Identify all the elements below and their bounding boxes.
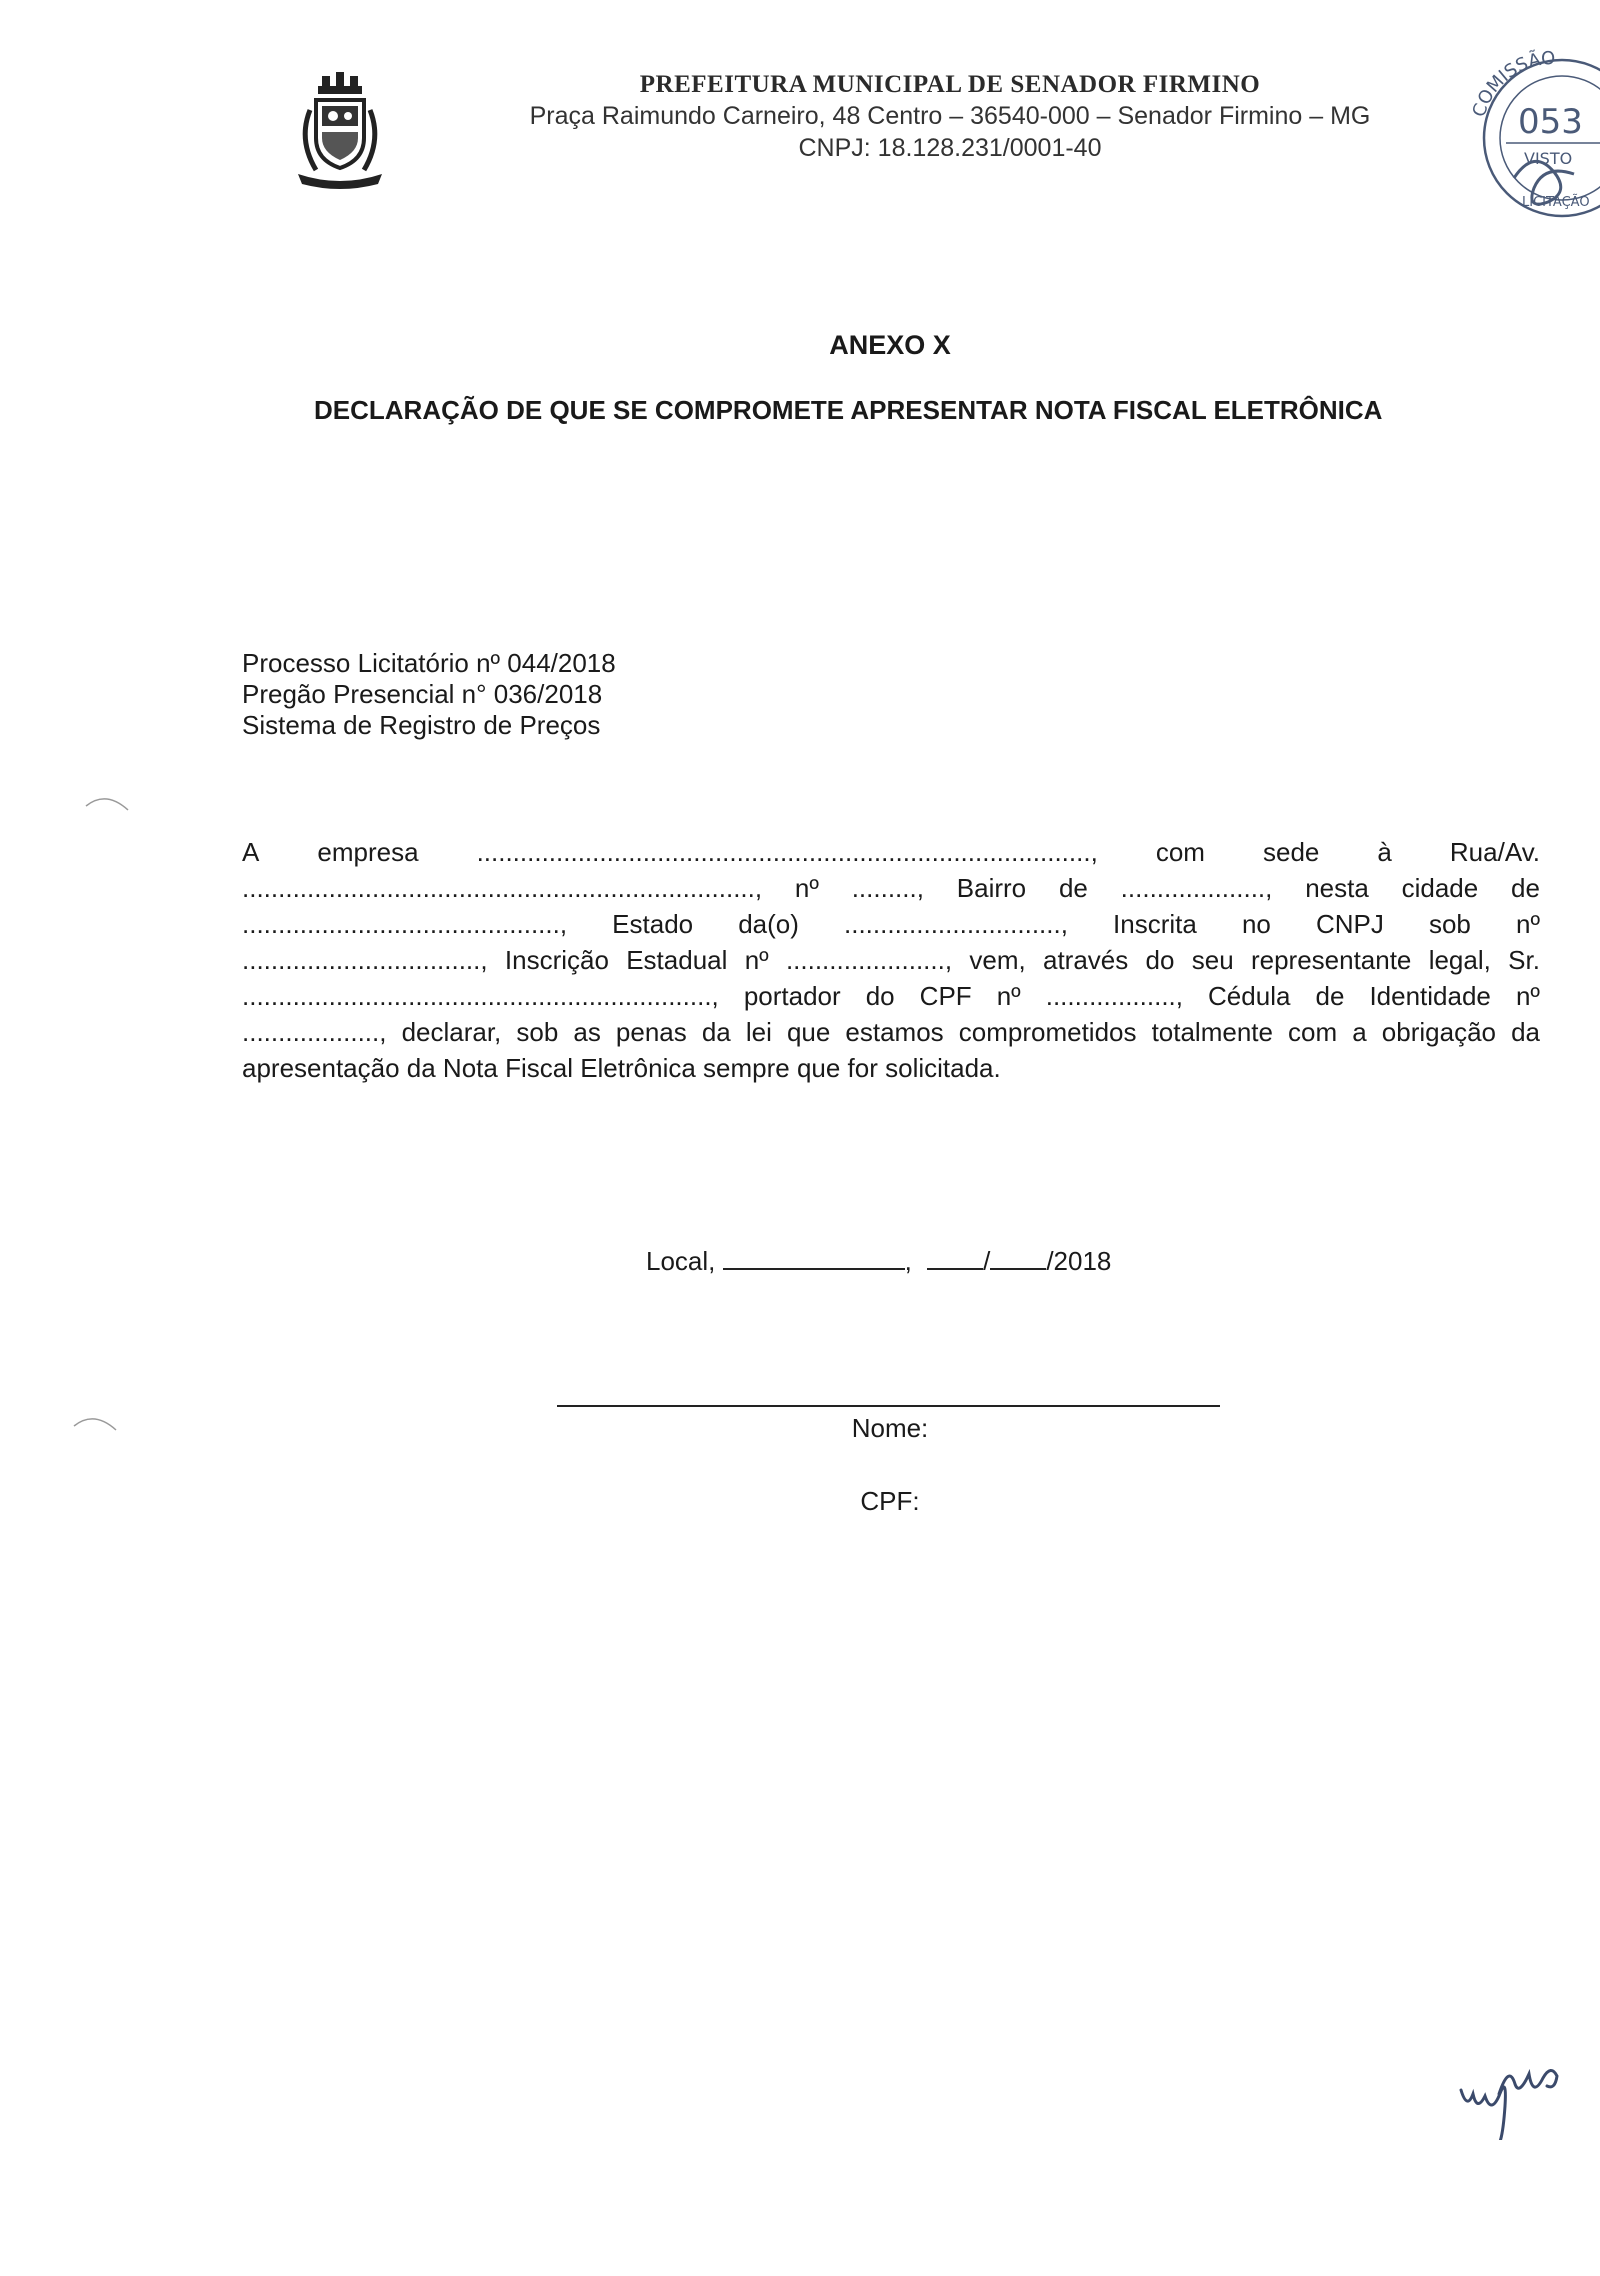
body-line-3: ............................................, Estado da(o) .............................., Inscrita no CNPJ sob nº	[242, 909, 1540, 939]
signature-name-label: Nome:	[851, 1413, 929, 1443]
place-label: Local,	[646, 1246, 716, 1276]
day-blank	[927, 1246, 983, 1270]
stamp-number: 053	[1518, 102, 1583, 142]
svg-text:COMISSÃO: COMISSÃO	[1468, 47, 1556, 120]
institution-cnpj: CNPJ: 18.128.231/0001-40	[798, 134, 1102, 162]
process-info	[242, 648, 616, 741]
place-date-line: Local, , / /2018	[646, 1246, 1112, 1276]
declaration-title: DECLARAÇÃO DE QUE SE COMPROMETE APRESENTAR NOTA FISCAL ELETRÔNICA	[314, 395, 1383, 425]
month-blank	[990, 1246, 1046, 1270]
auction-number: Pregão Presencial n° 036/2018	[242, 679, 603, 709]
declaration-body	[242, 834, 1540, 1086]
body-line-5: ................................................................., portador do CPF nº .................., Cédula de Identidade nº	[242, 981, 1540, 1011]
body-line-1: A empresa ....................................................................................., com sede à Rua/Av.	[242, 837, 1540, 867]
process-number: Processo Licitatório nº 044/2018	[242, 648, 616, 678]
institution-address: Praça Raimundo Carneiro, 48 Centro – 36540-000 – Senador Firmino – MG	[529, 102, 1371, 130]
signature-line	[557, 1405, 1220, 1407]
body-line-6: ..................., declarar, sob as penas da lei que estamos comprometidos totalmente com a obrigação da	[242, 1017, 1540, 1047]
stamp-visto: VISTO	[1524, 149, 1573, 168]
punch-mark	[82, 790, 132, 814]
commission-stamp	[1462, 28, 1600, 228]
signature-cpf-label: CPF:	[860, 1486, 920, 1516]
stamp-bottom: LICITAÇÃO	[1522, 195, 1590, 210]
year-text: /2018	[1046, 1246, 1112, 1276]
handwritten-initials	[1455, 2060, 1600, 2140]
institution-name: PREFEITURA MUNICIPAL DE SENADOR FIRMINO	[639, 71, 1261, 98]
registry-system: Sistema de Registro de Preços	[242, 710, 601, 740]
body-line-7: apresentação da Nota Fiscal Eletrônica sempre que for solicitada.	[242, 1053, 1001, 1083]
body-line-4: ................................., Inscrição Estadual nº ......................, vem, através do seu representante legal, Sr.	[242, 945, 1540, 975]
letterhead	[440, 70, 1460, 164]
body-line-2: ......................................................................., nº ........., Bairro de ...................., nesta cidade de	[242, 873, 1540, 903]
place-blank	[723, 1246, 905, 1270]
annex-title: ANEXO X	[829, 330, 951, 360]
municipal-coat-of-arms-icon	[290, 70, 390, 195]
